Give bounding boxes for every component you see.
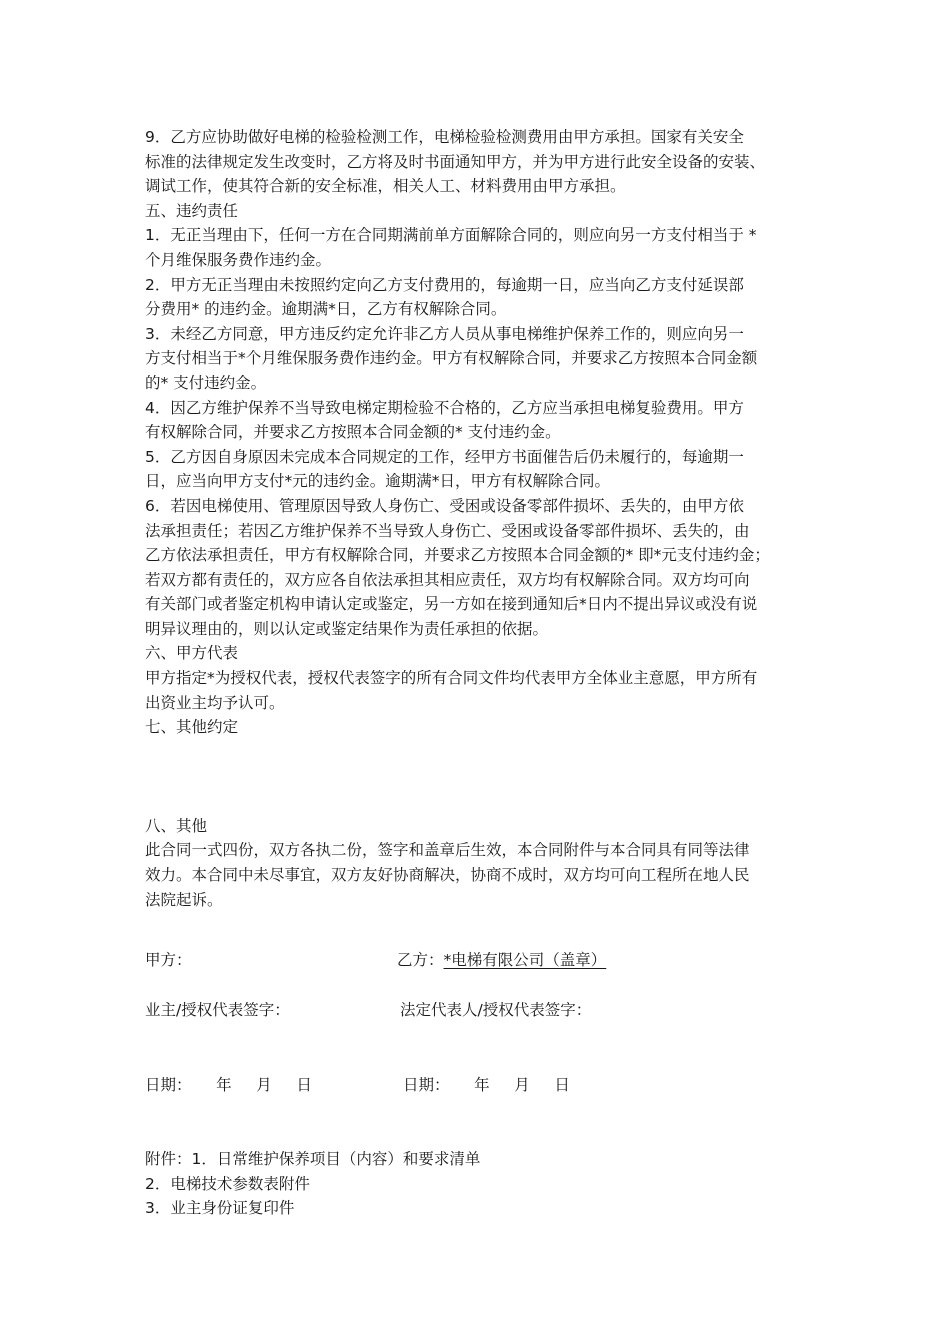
- body-line: 的* 支付违约金。: [145, 373, 267, 392]
- attachment-item: 附件：1．日常维护保养项目（内容）和要求清单: [145, 1150, 481, 1168]
- body-line: 此合同一式四份，双方各执二份，签字和盖章后生效，本合同附件与本合同具有同等法律: [145, 841, 750, 860]
- party-b-label: 乙方：: [397, 951, 444, 969]
- date-party-b: 日期： 年 月 日: [403, 1076, 570, 1094]
- body-line: 调试工作，使其符合新的安全标准，相关人工、材料费用由甲方承担。: [145, 177, 626, 196]
- body-line: 9．乙方应协助做好电梯的检验检测工作，电梯检验检测费用由甲方承担。国家有关安全: [145, 128, 744, 146]
- party-b-company: *电梯有限公司（盖章）: [443, 951, 607, 969]
- body-line: 日，应当向甲方支付*元的违约金。逾期满*日，甲方有权解除合同。: [145, 472, 611, 491]
- attachments-list: [145, 1147, 480, 1221]
- body-line: 6．若因电梯使用、管理原因导致人身伤亡、受困或设备零部件损坏、丢失的，由甲方依: [145, 496, 744, 515]
- body-line: 法院起诉。: [145, 890, 223, 909]
- owner-signature-label: 业主/授权代表签字：: [145, 1001, 290, 1019]
- party-b-block: [397, 948, 606, 972]
- body-line: 1．无正当理由下，任何一方在合同期满前单方面解除合同的，则应向另一方支付相当于 *: [145, 226, 757, 245]
- body-line: 明异议理由的，则以认定或鉴定结果作为责任承担的依据。: [145, 619, 549, 638]
- body-line: 法承担责任；若因乙方维护保养不当导致人身伤亡、受困或设备零部件损坏、丢失的，由: [145, 521, 750, 540]
- body-line: 分费用* 的违约金。逾期满*日，乙方有权解除合同。: [145, 300, 507, 319]
- date-party-a: 日期： 年 月 日: [145, 1076, 312, 1094]
- section-heading-misc: 八、其他: [145, 816, 208, 835]
- body-line: 4．因乙方维护保养不当导致电梯定期检验不合格的，乙方应当承担电梯复验费用。甲方: [145, 398, 744, 417]
- body-line: 方支付相当于*个月维保服务费作违约金。甲方有权解除合同，并要求乙方按照本合同金额: [145, 349, 758, 368]
- body-line: 标准的法律规定发生改变时，乙方将及时书面通知甲方，并为甲方进行此安全设备的安装、: [145, 152, 766, 171]
- body-line: 出资业主均予认可。: [145, 693, 285, 712]
- body-line: 3．未经乙方同意，甲方违反约定允许非乙方人员从事电梯维护保养工作的，则应向另一: [145, 324, 744, 343]
- body-line: 有关部门或者鉴定机构申请认定或鉴定，另一方如在接到通知后*日内不提出异议或没有说: [145, 595, 758, 614]
- body-line: 甲方指定*为授权代表，授权代表签字的所有合同文件均代表甲方全体业主意愿，甲方所有: [145, 669, 758, 688]
- contract-body: [145, 125, 815, 912]
- party-a-label: 甲方：: [145, 951, 192, 969]
- body-line: 5．乙方因自身原因未完成本合同规定的工作，经甲方书面催告后仍未履行的，每逾期一: [145, 447, 744, 466]
- body-line: 个月维保服务费作违约金。: [145, 250, 332, 269]
- attachment-item: 2．电梯技术参数表附件: [145, 1174, 310, 1193]
- body-line: 2．甲方无正当理由未按照约定向乙方支付费用的，每逾期一日，应当向乙方支付延误部: [145, 275, 744, 294]
- attachment-item: 3．业主身份证复印件: [145, 1199, 295, 1218]
- body-line: 乙方依法承担责任，甲方有权解除合同，并要求乙方按照本合同金额的* 即*元支付违约金；: [145, 546, 770, 565]
- section-heading-party-a-rep: 六、甲方代表: [145, 644, 239, 663]
- body-line: 若双方都有责任的，双方应各自依法承担其相应责任，双方均有权解除合同。双方均可向: [145, 570, 750, 589]
- body-line: 有权解除合同，并要求乙方按照本合同金额的* 支付违约金。: [145, 423, 561, 442]
- blank-space: [145, 740, 815, 814]
- section-heading-breach: 五、违约责任: [145, 201, 239, 220]
- body-line: 效力。本合同中未尽事宜，双方友好协商解决，协商不成时，双方均可向工程所在地人民: [145, 866, 750, 885]
- section-heading-other-terms: 七、其他约定: [145, 718, 239, 737]
- legal-rep-signature-label: 法定代表人/授权代表签字：: [400, 1001, 592, 1019]
